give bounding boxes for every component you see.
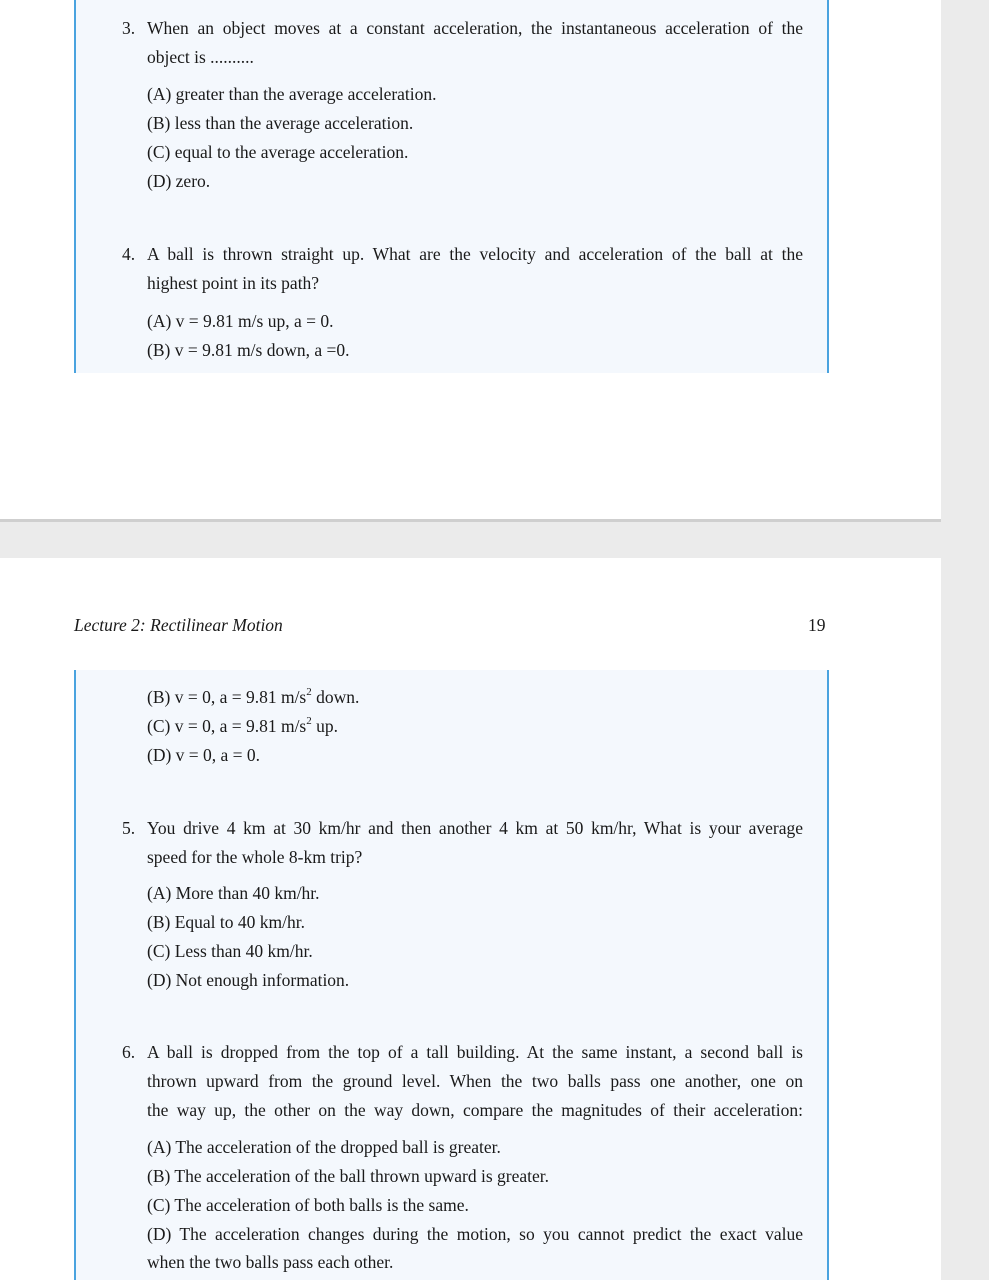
page-number: 19 — [808, 615, 826, 635]
question-4-option-b — [147, 686, 359, 708]
question-4-option-c-suffix: up. — [311, 716, 338, 736]
running-title: Lecture 2: Rectilinear Motion — [74, 615, 283, 635]
question-3-number: 3. — [122, 18, 136, 38]
question-5-option-b: (B) Equal to 40 km/hr. — [147, 912, 305, 932]
question-6-stem-line-3: the way up, the other on the way down, compare the magnitudes of their acceleration: — [147, 1100, 803, 1120]
question-4-option-c — [147, 715, 338, 737]
question-3-option-a: (A) greater than the average acceleration. — [147, 84, 437, 104]
question-4-option-d: (D) v = 0, a = 0. — [147, 745, 261, 765]
question-6-option-c: (C) The acceleration of both balls is the same. — [147, 1195, 469, 1215]
question-3-stem-line-1: When an object moves at a constant acceleration, the instantaneous acceleration of the — [147, 18, 803, 38]
question-4-option-b-top: (B) v = 9.81 m/s down, a =0. — [147, 340, 350, 360]
question-6-option-a: (A) The acceleration of the dropped ball is greater. — [147, 1137, 501, 1157]
question-6-option-d-line-1: (D) The acceleration changes during the motion, so you cannot predict the exact value — [147, 1224, 803, 1244]
question-5-option-d: (D) Not enough information. — [147, 970, 350, 990]
question-4-option-a: (A) v = 9.81 m/s up, a = 0. — [147, 311, 334, 331]
question-4-stem-line-2: highest point in its path? — [147, 273, 320, 293]
question-4-option-b-text: (B) v = 0, a = 9.81 m/s — [147, 687, 307, 707]
question-3-option-b: (B) less than the average acceleration. — [147, 113, 414, 133]
question-6-option-b: (B) The acceleration of the ball thrown upward is greater. — [147, 1166, 550, 1186]
question-5-stem-line-2: speed for the whole 8-km trip? — [147, 847, 363, 867]
question-6-number: 6. — [122, 1042, 136, 1062]
question-5-stem-line-1: You drive 4 km at 30 km/hr and then another 4 km at 50 km/hr, What is your average — [147, 818, 803, 838]
question-4-option-c-text: (C) v = 0, a = 9.81 m/s — [147, 716, 307, 736]
question-6-stem-line-2: thrown upward from the ground level. When the two balls pass one another, one on — [147, 1071, 803, 1091]
question-3-option-d: (D) zero. — [147, 171, 211, 191]
question-4-number: 4. — [122, 244, 136, 264]
question-5-option-c: (C) Less than 40 km/hr. — [147, 941, 313, 961]
question-4-option-b-suffix: down. — [311, 687, 360, 707]
question-5-number: 5. — [122, 818, 136, 838]
question-4-option-c-exponent: 2 — [306, 715, 312, 728]
question-4-option-b-exponent: 2 — [306, 686, 312, 699]
question-5-option-a: (A) More than 40 km/hr. — [147, 883, 320, 903]
question-4-stem-line-1: A ball is thrown straight up. What are the velocity and acceleration of the ball at the — [147, 244, 803, 264]
question-6-stem-line-1: A ball is dropped from the top of a tall building. At the same instant, a second ball is — [147, 1042, 803, 1062]
question-3-stem-line-2: object is .......... — [147, 47, 254, 67]
question-6-option-d-line-2: when the two balls pass each other. — [147, 1252, 394, 1272]
page-top — [0, 0, 941, 519]
question-3-option-c: (C) equal to the average acceleration. — [147, 142, 409, 162]
page-separator — [0, 519, 941, 522]
